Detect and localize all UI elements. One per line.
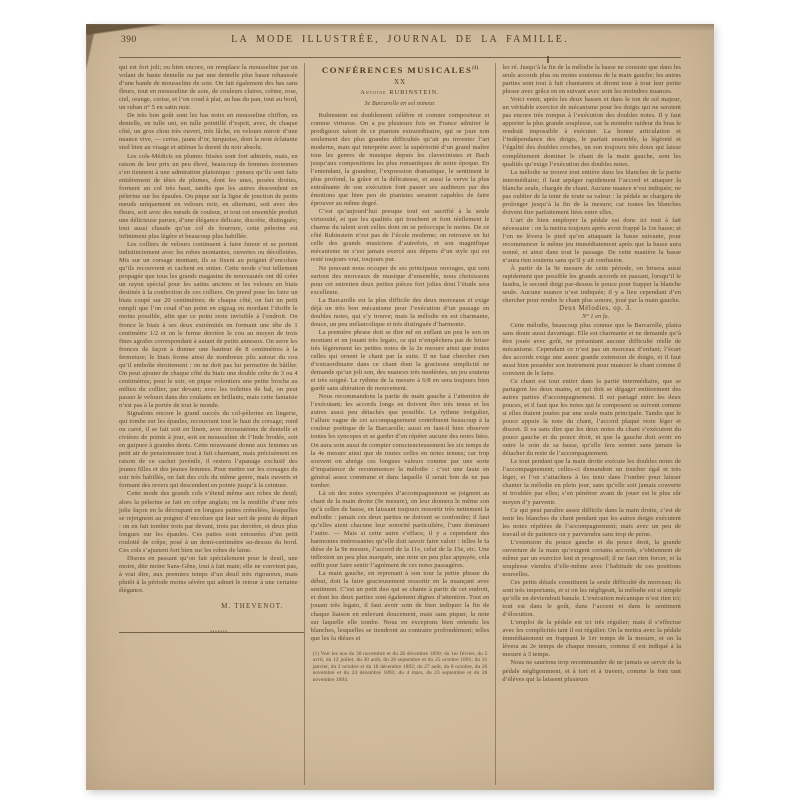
printing-tick-mark <box>547 56 549 63</box>
paragraph: Ce chant est tout entier dans la partie intermédiaire, que se partagent les deux mains, et qui doit se dégager entièrement des autres parties d’accompagnement. Il est partagé entre les deux pouces, et il faut que les notes qui le composent se suivent comme si elles étaient jouées par une seule main principale. Tandis que le pouce appuie la note du chant, l’accord plaqué reste léger et discret. Il va sans dire que les deux notes du chant s’exécutent du pouce gauche et du pouce droit, et que la gauche doit avoir en outre le soin de sa basse, qu’elle fera sonner sans jamais la détacher du reste de l’accompagnement. <box>502 377 682 458</box>
left-column-paragraphs <box>119 64 298 595</box>
article-heading-text: CONFÉRENCES MUSICALES <box>321 64 473 75</box>
article-piece-title: 3e Barcarolle en sol mineur. <box>364 99 436 107</box>
paragraph: Ne pouvant nous occuper de ses principaux ouvrages, qui sont surtout des morceaux de musique d’ensemble, nous choisissons pour cet entretien deux petites pièces fort jolies dont l’étude sera excellente. <box>310 264 490 296</box>
right-column-music-article <box>495 63 687 785</box>
paragraph: Là où des notes syncopées d’accompagnement se joignent au chant de la main droite (9e mesure), on leur donnera le même son qu’à celles de basse, en laissant toujours ressortir très nettement la mélodie : jamais ces deux parties ne doivent se confondre; il faut qu’elles aient chacune leur sonorité particulière, l’une dominant l’autre. — Mais si cette autre s’efface, il y a cependant des harmonies intéressantes qu’elle doit savoir faire valoir : telles le fa dièse de la 9e mesure, l’accord de la 11e, celui de la 15e, etc. Une inflexion un peu plus marquée, une note un peu plus appuyée, cela suffit pour faire sentir l’agrément de ces notes passagères. <box>310 489 490 570</box>
page-corner-fold-side <box>86 24 96 70</box>
ornamental-divider-rule <box>119 629 304 635</box>
divider-ornament: ••••••• <box>210 629 228 635</box>
article-heading <box>311 65 490 74</box>
footnote-reference-mark: (1) <box>472 66 479 71</box>
right-column-paragraphs-top <box>502 64 681 305</box>
author-signature: M. THEVENOT. <box>221 602 284 611</box>
paragraph: La mélodie se trouve tout entière dans les blanches de la partie intermédiaire; il faut arpéger rapidement l’accord et attaquer la blanche seule, chargée du chant. Aucune nuance n’est indiquée; ne pas oublier de la tenir de toute sa valeur : la pédale se chargera de prolonger jusqu’à la fin de la mesure; car toutes les blanches doivent être parfaitement liées entre elles. <box>502 168 682 216</box>
middle-column-music-article <box>304 63 496 785</box>
paragraph: Ces petits détails constituent la seule difficulté du morceau; ils sont très importants, et si on les négligeait, la mélodie est si simple qu’elle en deviendrait banale. L’exécution mécanique n’est rien ici; tout est dans le goût, dans l’accent et dans le sentiment d’élocution. <box>502 579 682 619</box>
paragraph: Cette mode des grands cols s’étend même aux robes de deuil; alors la pèlerine se fait en crêpe anglais; on la modifie d’une très jolie façon en la découpant en longues pattes crénelées, lesquelles se rejoignent au poignet d’encolure qui leur sert de point de départ : on en fait tomber trois par devant, trois par derrière, et deux plus longues sur les épaules. Ces pattes sont entourées d’un petit roulotté de crêpe, posé à un demi-centimètre au-dessus du bord. Ces cols s’ajustent fort bien sur les robes de laine. <box>119 490 298 554</box>
paragraph: La main gauche, en reprenant à son tour la petite phrase du début, doit la faire gracieusement ressortir en la nuançant avec sentiment. C’est un petit duo qui se chante à partir de cet endroit, et dont les deux parties sont également dignes d’attention. Tout en jouant très legato, il faut avoir soin de bien indiquer la fin de chaque liaison en enlevant doucement, mais sans piquer, la note sur laquelle elle tombe. Nous en exceptons bien entendu les blanches, lesquelles se tiendront au contraire profondément; telles que les fa dièses et <box>310 570 490 642</box>
paragraph: Cette mélodie, beaucoup plus connue que la Barcarolle, plaira sans doute aussi davantage. Elle est charmante et ne demande qu’à être jouée avec goût, ne présentant aucune difficulté réelle de mécanisme. Cependant ce n’est pas un morceau d’enfant; l’écart des accords exige une assez grande extension de doigts, et il faut aussi bien posséder son instrument pour nuancer le chant comme il convient de le faire. <box>502 321 682 377</box>
article-footnote: (1) Voir les nos du 30 novembre et du 28 décembre 1890; du 1er février, du 5 avril, du 12 juillet, du 30 août, du 28 septembre et du 25 octobre 1891; du 31 janvier, du 2 octobre et du 18 décembre 1892; du 27 août, du 8 octobre, du 26 novembre et du 24 décembre 1893; du 4 mars, du 23 septembre et du 28 novembre 1894. <box>312 650 488 683</box>
paragraph: L’emploi de la pédale est ici très régulier; mais il s’effectue avec les complicités tant il est régulier. On la mettra avec la pédale immédiatement en frappant le 1er temps de la mesure, et on la lèvera au 2e temps de chaque mesure, comme il est indiqué à la mesure à 3 temps. <box>502 619 682 659</box>
paragraph: La Barcarolle est la plus difficile des deux morceaux et exige déjà un très bon mécanisme pour l’exécution d’un passage en doubles notes, qui s’y trouve; mais la mélodie en est charmante, douce, un peu mélancolique et très distinguée d’harmonie. <box>310 296 490 328</box>
paragraph: De très bon goût sont les bas noirs en mousseline chiffon, en dentelle, en tulle uni, en tulle pointillé d’esprit, avec, de chaque côté, un gros chou très ouvert, très lâche, en velours miroir d’une nuance vive, — cerise, jaune d’or, turquoise, dont la note éclatante sied bien au visage et atténue la dureté du noir absolu. <box>119 112 298 152</box>
masthead-title: LA MODE ILLUSTRÉE, JOURNAL DE LA FAMILLE. <box>231 34 569 45</box>
paragraph: Voici venir, après les deux basses et dans le ton de sol majeur, un véritable exercice de mécanisme pour les doigts qui ne seraient pas encore très rompus à l’exécution des doubles notes. Il y faut apporter la plus grande souplesse, car la moindre raideur du bras le rendrait impossible à exécuter. La bonne articulation et l’indépendance des doigts, le parfait ensemble, la légèreté et l’égalité des doubles croches, un son toujours très doux qui laisse complètement dominer le chant de la main gauche, sont les qualités qu’exige l’exécution des doubles notes. <box>502 96 682 168</box>
paragraph: Rubinstein est doublement célèbre et comme compositeur et comme virtuose. On a pu plusieurs fois en France admirer le prodigieux talent de ce pianiste extraordinaire, qui se joue non seulement des plus grandes difficultés qu’ait pu inventer l’art moderne, mais qui interprète avec la supériorité d’un grand maître tous les genres de musique depuis les clavecinistes et Bach jusqu’aux compositions les plus romantiques de notre époque. En l’entendant, la grandeur, l’expression dramatique, le sentiment le plus profond, la grâce et la délicatesse, et aussi la verve la plus entraînante de son exécution font passer ses auditeurs par des émotions que bien peu de pianistes seraient capables de faire éprouver au même degré. <box>310 111 490 208</box>
middle-column-paragraphs <box>311 112 490 643</box>
article-subject-name: Antoine RUBINSTEIN. <box>360 89 440 97</box>
paragraph: Les colliers de velours continuent à faire fureur et se portent indistinctement avec les robes montantes, ouvertes ou décolletées. Mis sur un corsage montant, ils se fixent au poignet d’encolure qu’ils recouvrent et cachent en entier. Cette mode s’est tellement propagée que tous les grands magasins de nouveautés ont dû créer un rayon spécial pour les satins anciens et les velours en biais destinés à la confection de ces colliers. On prend pour les faire un biais coupé sur 20 centimètres; de chaque côté, on fait un petit rempli que l’on coud d’un point en zigzag en mordant l’étoffe le moins possible, afin que ce point reste invisible à l’endroit. On fronce le biais à ses deux extrémités en formant une tête de 1 centimètre 1/2 et on le ferme derrière le cou au moyen de trois fines agrafes correspondant à autant de petits anneaux. On serre les fronces de façon à donner une hauteur de 8 centimètres à la fermeture; le biais forme ainsi de nombreux plis autour du cou qu’il emboîte étroitement : on ne doit pas lui permettre de bâiller. On peut ajouter de chaque côté du biais une double crête de 3 ou 4 centimètres; pour le soir, on pique volontiers une petite broche au milieu du collier, par devant; avec les toilettes de bal, on peut passer le velours dans des coulants en brillants, mais cette fantaisie n’est pas à la portée de tout le monde. <box>119 241 298 409</box>
paragraph: Les cols-Médicis en plumes frisées sont fort admirés, mais, en raison de leur prix un peu élevé, beaucoup de femmes économes s’en tiennent à une admiration platonique : pensez qu’ils sont faits entièrement de têtes de plumes, dont les unes, posées droites, forment un col très haut, tandis que les autres descendent en pèlerine sur les épaules. On pique sur la ligne de jonction de petits nœuds uniquement en velours noir, en alternant, soit avec des fleurs, soit avec des nœuds de couleur, et tout cet ensemble produit une délicieuse parure, d’une élégance délicate, discrète, distinguée; tout aussi chaude qu’un col de fourrure, cette pèlerine est infiniment plus légère et beaucoup plus habillée. <box>119 152 298 240</box>
paragraph: les ré. Jusqu’à la fin de la mélodie la basse ne consiste que dans les seuls accords plus ou moins soutenus de la main gauche; les autres parties sont tout à fait chantantes et diront tour à tour leur petite phrase avec grâce en en suivant avec soin les moindres nuances. <box>502 64 682 96</box>
scanned-journal-page <box>86 24 714 790</box>
paragraph: Nous recommandons la partie de main gauche à l’attention de l’exécutant; les accords longs en doivent être très tenus et les autres aussi peu détachés que possible. Le rythme irrégulier, l’allure vague de cet accompagnement contribuent beaucoup à la couleur poétique de la Barcarolle; aussi en faut-il bien observer toutes les syncopes et se garder d’en répéter aucune des notes liées. On aura soin aussi de compter consciencieusement les six temps de la 4e mesure ainsi que de toutes celles en notes tenues; car trop souvent on abrège ces longues valeurs comme par une sorte d’impatience de recommencer la mélodie : c’est une faute en général assez commune et dans laquelle il serait bon de ne pas tomber. <box>310 393 490 489</box>
paragraph: qui est fort joli; ou bien encore, on remplace la mousseline par un volant de haute dentelle ou par une dentelle plus basse rehaussée d’une bande de mousseline de soie. On fait également des bas sans fleurs, tout en mousseline de soie, de couleurs claires, crème, rose, ciel, orange, cerise, et l’on coud à plat, au bas du pan, tout au bord, un ruban n° 5 en satin noir. <box>119 64 298 112</box>
paragraph: Le tout pendant que la main droite exécute les doubles notes de l’accompagnement; celles-ci demandent un toucher égal et très léger, et l’on s’attachera à les tenir dans l’ombre pour laisser chanter la mélodie en plein jour, sans qu’elle soit jamais couverte ni troublée par elles; s’en pénétrer avant de jouer est le plus sûr moyen d’y parvenir. <box>502 458 682 506</box>
paragraph: La première phrase doit se dire mf en enflant un peu le son en montant et en jouant très legato, ce qui n’empêchera pas de briser très légèrement les petites notes de la 2e mesure ainsi que toutes celles qui ornent le chant par la suite. Il ne faut chercher rien d’extraordinaire dans ce chant dont la gracieuse simplicité ne demande qu’un joli son, des nuances très modérées, un jeu soutenu et très soigné. Le rythme de la mesure à 6/8 en sera toujours bien gardé sans altération de mouvement. <box>310 328 490 393</box>
page-number: 390 <box>121 35 137 45</box>
paragraph: Ce qui peut paraître assez difficile dans la main droite, c’est de tenir les blanches du chant pendant que les autres doigts exécutent les notes répétées de l’accompagnement; mais avec un peu de travail et de patience on y parviendra sans trop de peine. <box>502 506 682 538</box>
paragraph: Nous ne saurions trop recommander de ne jamais se servir de la pédale négligemment, et à tort et à travers, comme le font tant d’élèves qui la laissent plusieurs <box>502 659 682 683</box>
left-column-fashion-text <box>113 63 304 785</box>
paragraph: L’art de bien employer la pédale est donc ici tout à fait nécessaire : on la mettra toujours après avoir frappé la 1re basse; et l’on ne lèvera le pied qu’en attaquant la basse suivante, pour recommencer le même jeu immédiatement après que la basse aura sonné, et ainsi dans tout le passage. De cette manière la basse n’aura rien soutenu sans qu’il y ait confusion. <box>502 216 682 265</box>
article-section-number: XX <box>393 77 407 86</box>
paragraph: C’est qu’aujourd’hui presque tout est sacrifié à la seule virtuosité, et que les qualités qui touchent et font réellement le charme du talent sont celles dont on se préoccupe le moins. De ce côté Rubinstein n’est pas de l’école moderne; on retrouve en lui celle des grands musiciens d’autrefois, et son magnifique mécanisme ne s’est jamais exercé aux dépens d’un style qui est resté toujours vrai, toujours pur. <box>310 208 490 264</box>
page-header <box>119 31 681 55</box>
right-column-paragraphs-bottom <box>502 322 681 684</box>
piece-subheading: Deux Mélodies, op. 3. <box>559 305 633 313</box>
paragraph: L’extension du pouce gauche et du pouce droit, la grande ouverture de la main qu’exigent certains accords, s’obtiennent de même par un exercice lent et progressif; il ne faut rien forcer, et la souplesse viendra d’elle-même avec l’habitude de ces positions nouvelles. <box>502 538 682 578</box>
piece-subheading-number: N° 1 en fa. <box>582 313 610 321</box>
paragraph: À partir de la 9e mesure de cette période, on brisera aussi rapidement que possible les grands accords en passant, lorsqu’il le faudra, le second doigt par-dessus le pouce pour frapper la blanche seule. Aucune nuance n’est indiquée; il y a lieu cependant d’en chercher pour rendre le chant plus sonore, joué par la main gauche. <box>502 265 682 305</box>
column-layout <box>113 63 687 785</box>
paragraph: Disons en passant qu’on fait spécialement pour le deuil, une moire, dite moire Sans-Gêne, tout à fait mate; elle ne convient pas, à vrai dire, aux premiers temps d’un deuil très rigoureux, mais plutôt à la période moins sévère qui admet le retour à une certaine élégance. <box>119 554 298 595</box>
header-rule <box>119 57 681 58</box>
paragraph: Signalons encore le grand succès du col-pèlerine en lingerie, qui tombe sur les épaules, recouvrant tout le haut du corsage; rond ou carré, il se fait soit en linon, avec incrustations de dentelle et rivières de points à jour, soit en mousseline de l’Inde brodée, soit en guipure à grandes dents. Cette nouveauté donne aux femmes un petit air de pensionnaire tout à fait charmant, mais précisément en raison de ce cachet juvénile, il restera l’apanage exclusif des jeunes filles et des jeunes femmes. Pour mettre sur les corsages du soir très habillés, on fait des cols du même genre, mais ouverts et formant des revers qui descendent en pointe jusqu’à la ceinture. <box>119 410 298 490</box>
